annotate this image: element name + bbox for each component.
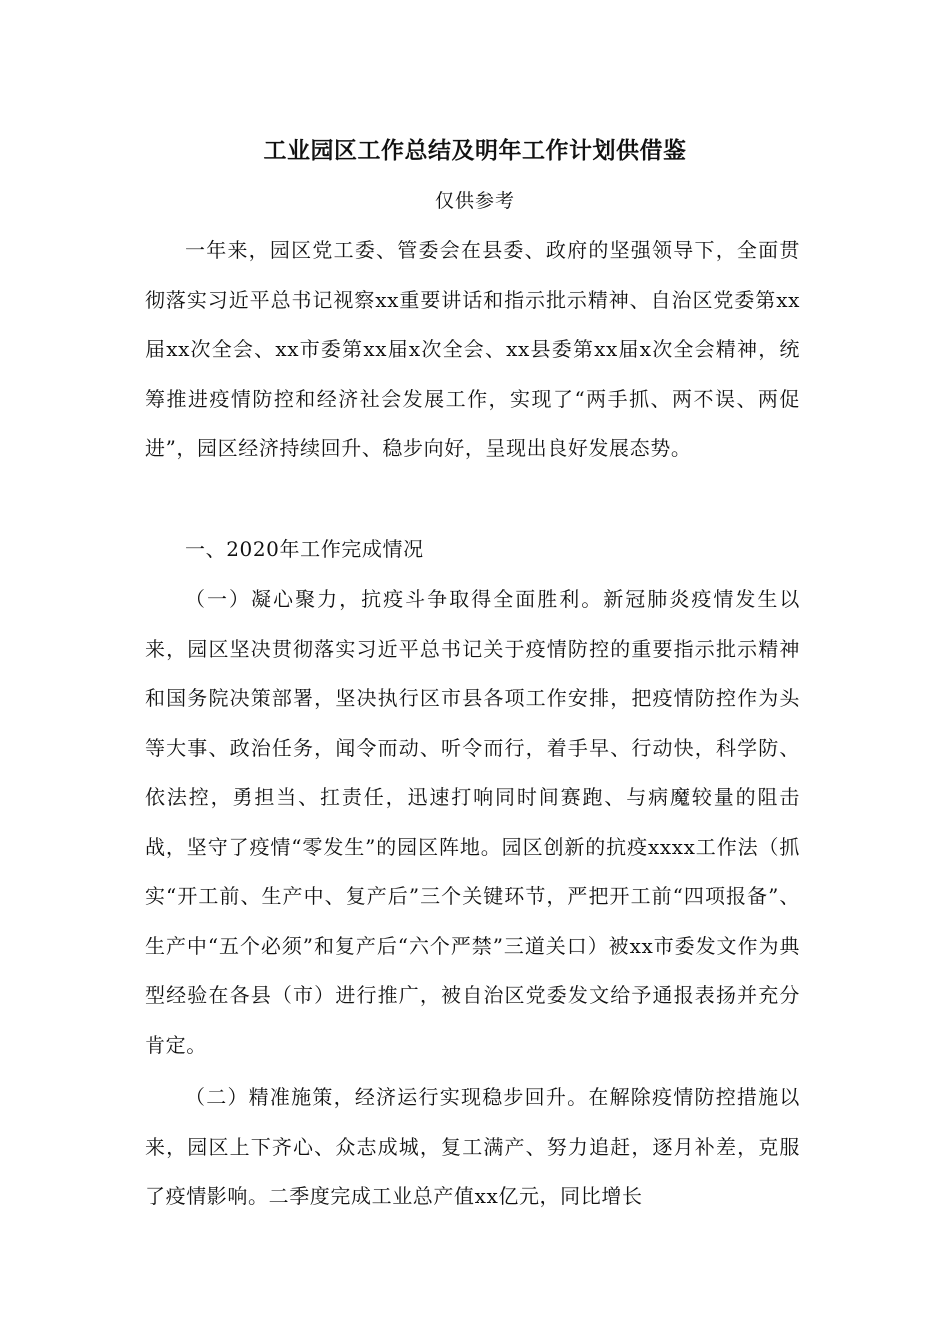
section-heading: 一、2020年工作完成情况 [185,537,424,561]
section-1-paragraph: （一）凝心聚力，抗疫斗争取得全面胜利。新冠肺炎疫情发生以来，园区坚决贯彻落实习近平总书记关于疫情防控的重要指示批示精神和国务院决策部署，坚决执行区市县各项工作安排，把疫情防控作为头等大事、政治任务，闻令而动、听令而行，着手早、行动快，科学防、依法控，勇担当、扛责任，迅速打响同时间赛跑、与病魔较量的阻击战，坚守了疫情“零发生”的园区阵地。园区创新的抗疫xxxx工作法（抓实“开工前、生产中、复产后”三个关键环节，严把开工前“四项报备”、生产中“五个必须”和复产后“六个严禁”三道关口）被xx市委发文作为典型经验在各县（市）进行推广，被自治区党委发文给予通报表扬并充分肯定。 [145,587,800,1057]
intro-paragraph: 一年来，园区党工委、管委会在县委、政府的坚强领导下，全面贯彻落实习近平总书记视察xx重要讲话和指示批示精神、自治区党委第xx届xx次全会、xx市委第xx届x次全会、xx县委第xx届x次全会精神，统筹推进疫情防控和经济社会发展工作，实现了“两手抓、两不误、两促进”，园区经济持续回升、稳步向好，呈现出良好发展态势。 [145,238,800,460]
section-2-paragraph: （二）精准施策，经济运行实现稳步回升。在解除疫情防控措施以来，园区上下齐心、众志成城，复工满产、努力追赶，逐月补差，克服了疫情影响。二季度完成工业总产值xx亿元，同比增长 [145,1085,800,1208]
document-subtitle: 仅供参考 [434,190,515,212]
document-title: 工业园区工作总结及明年工作计划供借鉴 [263,138,687,164]
